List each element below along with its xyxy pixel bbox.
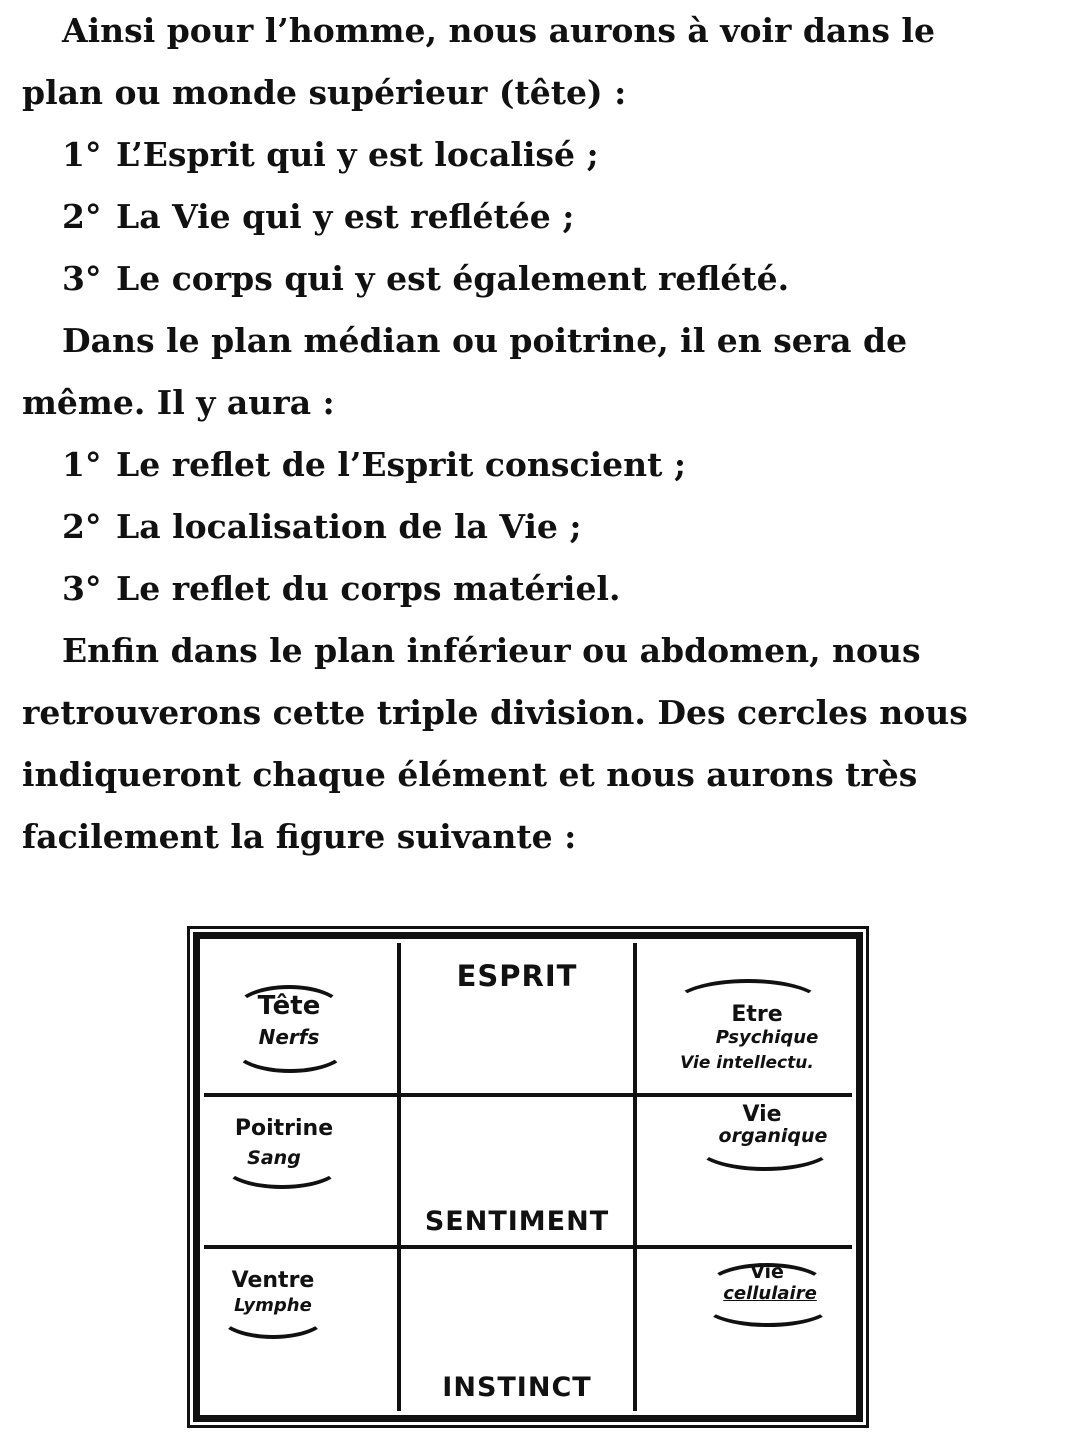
- label-instinct: INSTINCT: [442, 1372, 592, 1403]
- label-poitrine: Poitrine: [234, 1116, 334, 1141]
- label-esprit: ESPRIT: [456, 959, 578, 993]
- para2-line2: même. Il y aura :: [22, 383, 335, 422]
- para1-line2: plan ou monde supérieur (tête) :: [22, 73, 627, 112]
- list-item: [22, 186, 1052, 248]
- arc-bottom-shape: [222, 1141, 342, 1189]
- para3-line2: retrouverons cette triple division. Des cercles nous: [22, 693, 968, 732]
- label-vie-intellect: Vie intellectu.: [680, 1053, 814, 1073]
- paragraph-1: [22, 0, 1052, 124]
- list-item: [22, 248, 1052, 310]
- label-tete: Tête: [257, 991, 321, 1021]
- list-text: Le corps qui y est également reflété.: [116, 259, 790, 298]
- label-vie-organique: Vie: [742, 1102, 782, 1127]
- para3-line1: Enfin dans le plan inférieur ou abdomen, nous: [62, 631, 921, 670]
- list-number: 2°: [62, 507, 102, 546]
- label-organique: organique: [718, 1125, 828, 1147]
- cell-head-center: [401, 943, 637, 1097]
- label-lymphe: Lymphe: [234, 1295, 312, 1316]
- list-number: 2°: [62, 197, 102, 236]
- list-2: [22, 434, 1052, 620]
- label-sentiment: SENTIMENT: [424, 1206, 610, 1237]
- arc-bottom-shape: [218, 1291, 328, 1339]
- list-number: 3°: [62, 259, 102, 298]
- arc-bottom-shape: [232, 1023, 348, 1073]
- figure-diagram: [193, 932, 863, 1422]
- arc-bottom-shape: [703, 1283, 833, 1327]
- list-number: 1°: [62, 445, 102, 484]
- label-sang: Sang: [247, 1147, 301, 1169]
- cell-belly-right: [637, 1249, 852, 1411]
- cell-head-right: [637, 943, 852, 1097]
- list-1: [22, 124, 1052, 310]
- list-text: La Vie qui y est reflétée ;: [116, 197, 575, 236]
- label-cellulaire: cellulaire: [723, 1283, 817, 1304]
- para2-line1: Dans le plan médian ou poitrine, il en sera de: [62, 321, 908, 360]
- label-etre: Etre: [731, 1002, 783, 1027]
- list-number: 1°: [62, 135, 102, 174]
- paragraph-2: [22, 310, 1052, 434]
- list-item: [22, 124, 1052, 186]
- cell-head-left: [204, 943, 401, 1097]
- para3-line3: indiqueront chaque élément et nous aurons très: [22, 755, 918, 794]
- label-ventre: Ventre: [231, 1268, 315, 1293]
- label-psychique: Psychique: [715, 1027, 819, 1048]
- list-item: [22, 496, 1052, 558]
- para1-line1: Ainsi pour l’homme, nous aurons à voir dans le: [62, 11, 935, 50]
- label-nerfs: Nerfs: [258, 1025, 320, 1049]
- list-item: [22, 434, 1052, 496]
- cell-chest-center: [401, 1097, 637, 1249]
- list-number: 3°: [62, 569, 102, 608]
- list-text: L’Esprit qui y est localisé ;: [116, 135, 599, 174]
- cell-belly-center: [401, 1249, 637, 1411]
- arc-bottom-shape: [695, 1121, 835, 1171]
- list-item: [22, 558, 1052, 620]
- cell-belly-left: [204, 1249, 401, 1411]
- label-vie-cellulaire: Vie: [750, 1261, 784, 1283]
- cell-chest-left: [204, 1097, 401, 1249]
- cell-chest-right: [637, 1097, 852, 1249]
- list-text: Le reflet du corps matériel.: [116, 569, 621, 608]
- figure-grid: [204, 943, 852, 1411]
- paragraph-3: [22, 620, 1052, 868]
- list-text: Le reflet de l’Esprit conscient ;: [116, 445, 687, 484]
- para3-line4: facilement la figure suivante :: [22, 817, 577, 856]
- list-text: La localisation de la Vie ;: [116, 507, 582, 546]
- page-text: [22, 0, 1052, 868]
